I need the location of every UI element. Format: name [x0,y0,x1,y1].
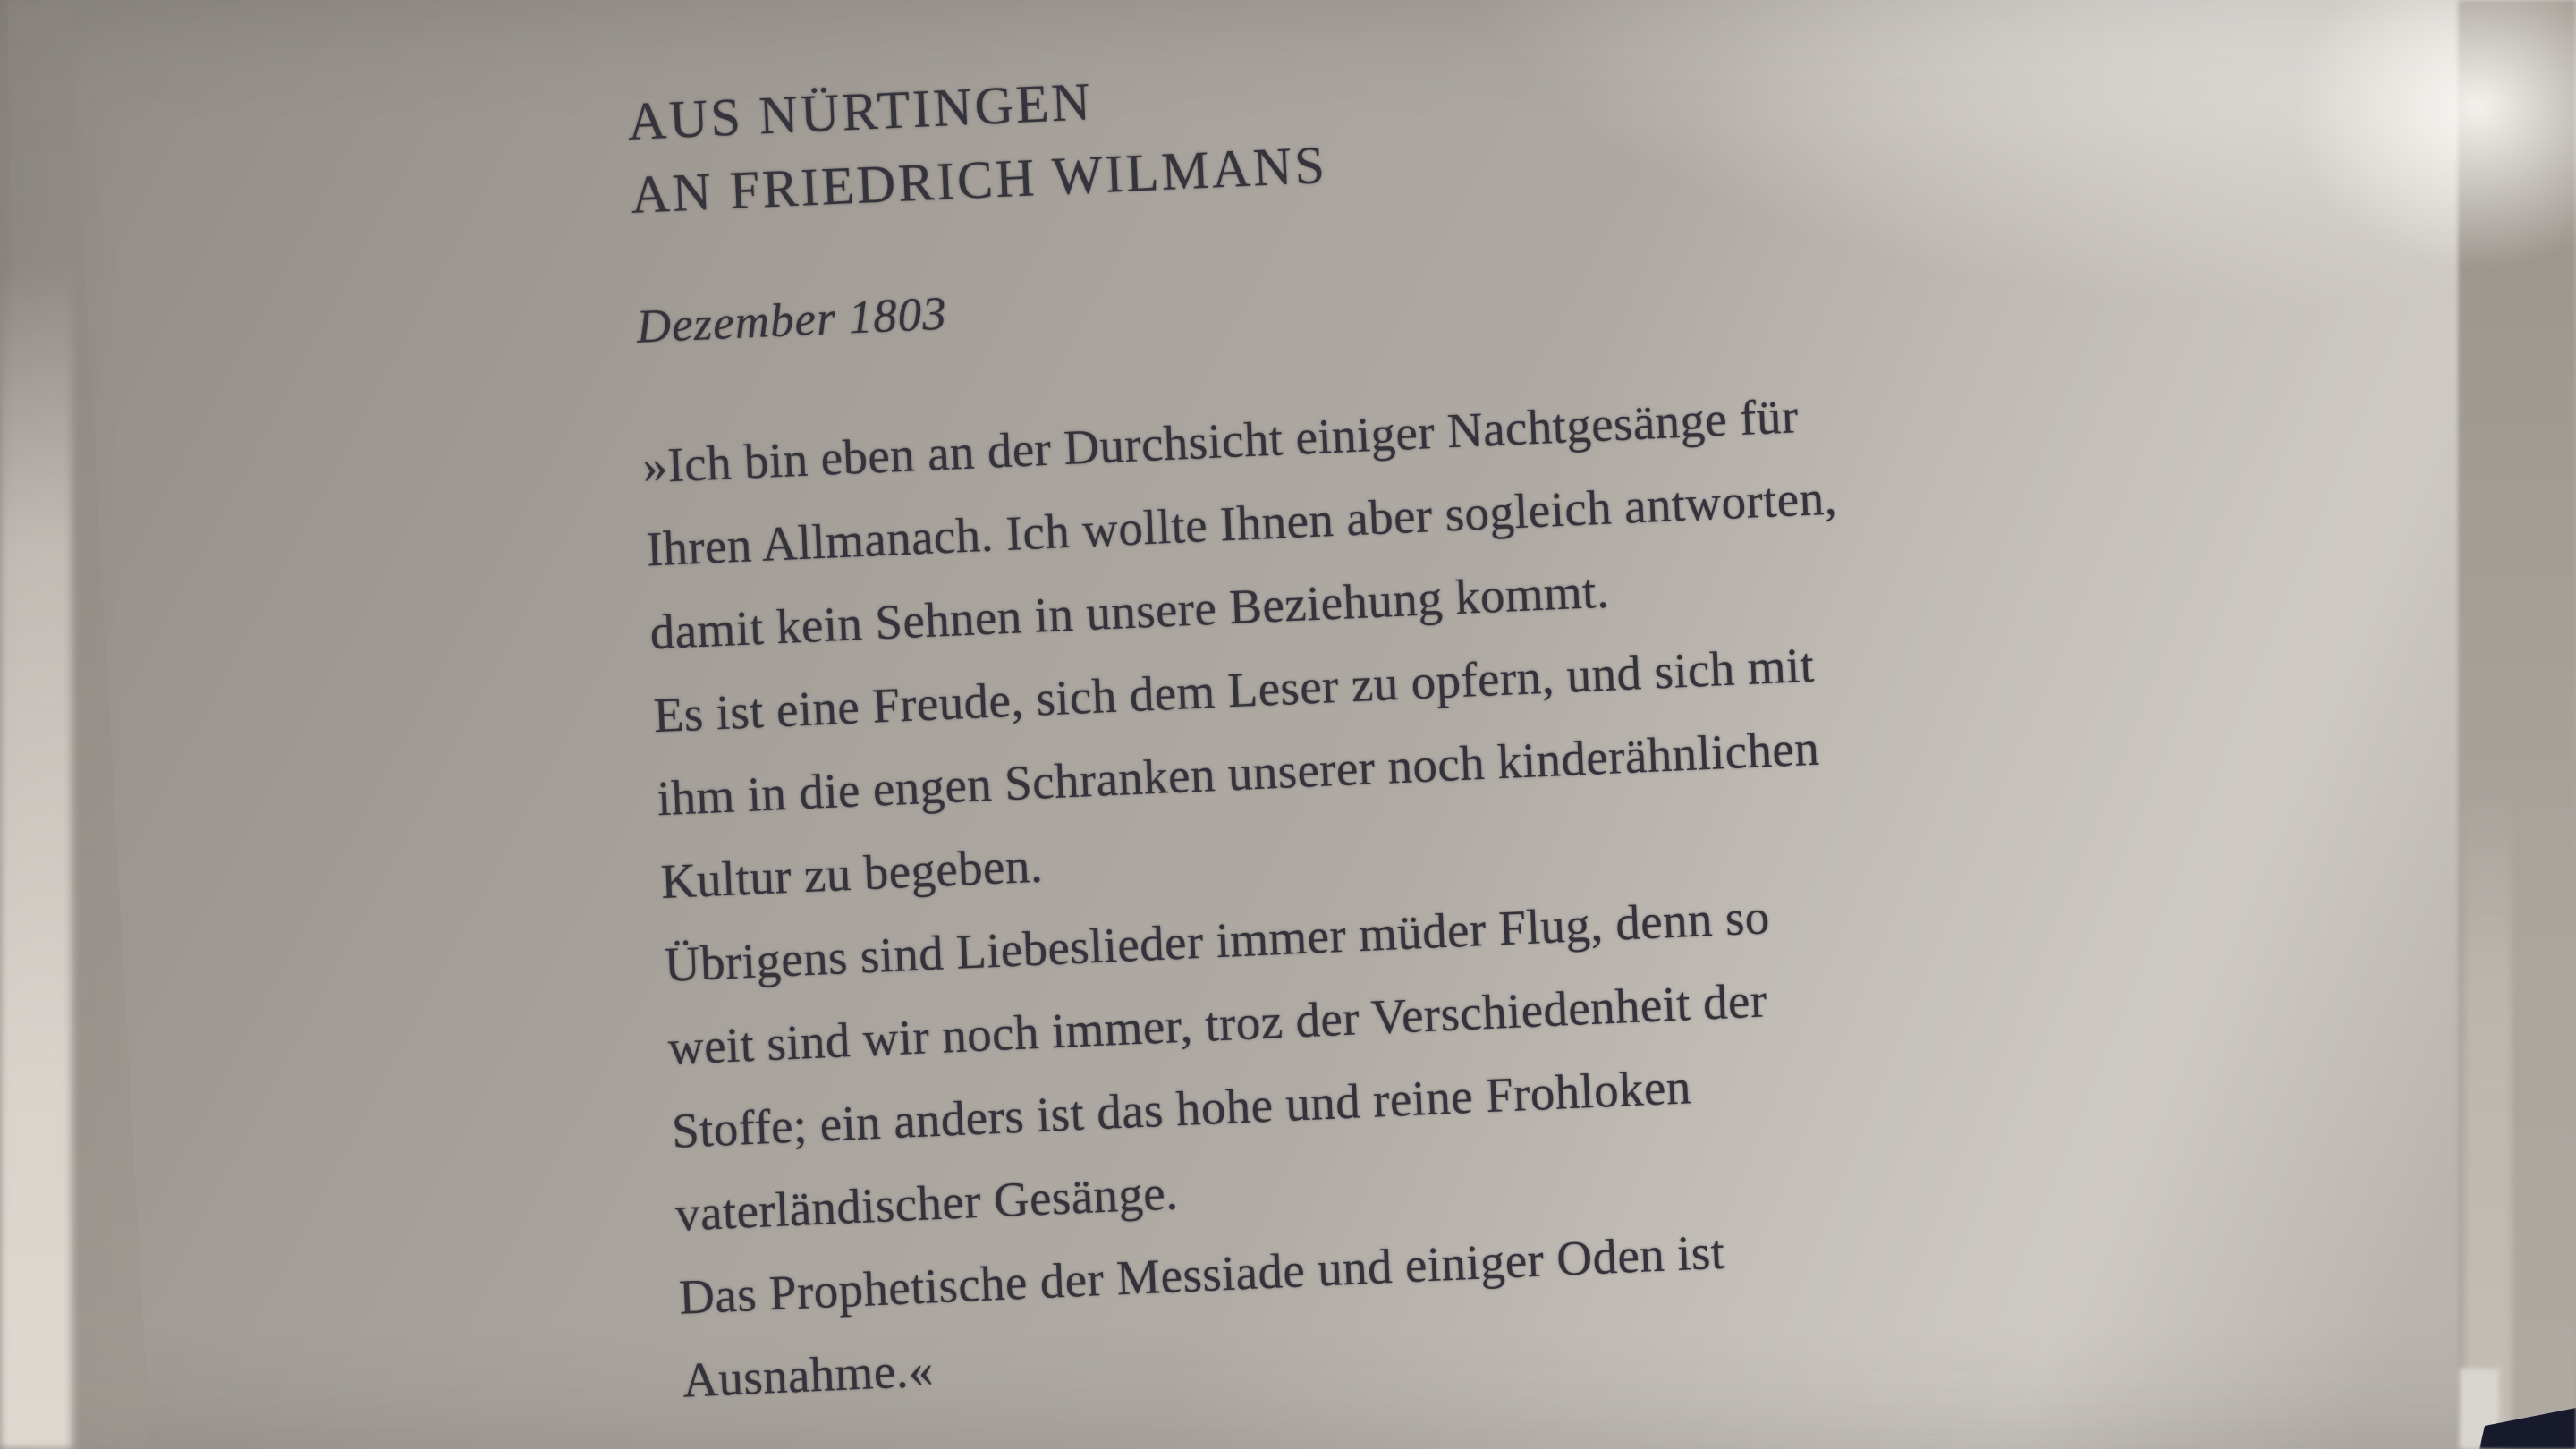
letter-body [641,362,2114,1422]
letter-text-panel [626,22,2114,1421]
body-line: Das Prophetische der Messiade und einiger Oden ist [677,1224,1726,1325]
body-line: Ihren Allmanach. Ich wollte Ihnen aber sogleich antworten, [645,470,1838,577]
body-line: Kultur zu begeben. [659,837,1045,910]
letter-heading-line2: AN FRIEDRICH WILMANS [629,134,1328,225]
body-line: »Ich bin eben an der Durchsicht einiger Nachtgesänge für [641,388,1800,494]
body-line: weit sind wir noch immer, troz der Verschiedenheit der [666,972,1768,1075]
body-line: Übrigens sind Liebeslieder immer müder Flug, denn so [663,889,1771,993]
body-line: Ausnahme.« [681,1342,935,1408]
wall-left-corner-highlight [0,0,72,1449]
letter-heading-line1: AUS NÜRTINGEN [626,72,1095,151]
body-line: ihm in die engen Schranken unserer noch kinderähnlichen [656,720,1821,826]
letter-date: Dezember 1803 [635,287,948,353]
body-line: Stoffe; ein anders ist das hohe und reine Frohloken [670,1059,1692,1158]
body-line: damit kein Sehnen in unsere Beziehung kommt. [648,563,1611,660]
spotlight-glare [2290,0,2576,268]
body-line: vaterländischer Gesänge. [674,1165,1180,1241]
wall-right-light-strip [2465,787,2512,1449]
body-line: Es ist eine Freude, sich dem Leser zu opfern, und sich mit [652,637,1816,743]
